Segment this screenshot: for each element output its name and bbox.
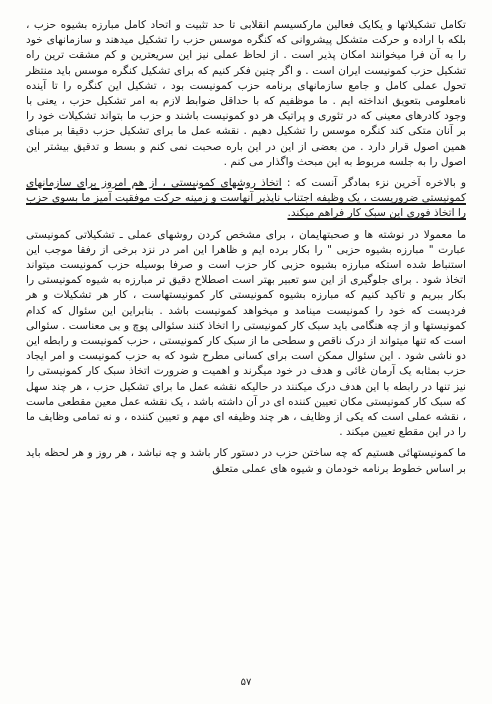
paragraph-4 [26,446,466,476]
paragraph-1-text: تکامل تشکیلاتها و یکایک فعالین مارکسیسم انقلابی تا حد تثبیت و اتحاد کامل مبارزه بشیوه حزب ، بلکه با اراده و حرکت متشکل پیشروانی که کنگره موسس حزب را تشکیل میدهند و سازمانهای خود را به آن فرا میخوانند امکان پذیر است . از لحاظ عملی نیز این سریعترین و کم مشقت ترین راه تشکیل حزب کمونیست ایران است . و اگر چنین فکر کنیم که برای تشکیل کنگره موسس باید منتظر تحول عملی کامل و جامع سازمانهای برنامه حزب کمونیست بود ، تشکیل این کنگره را تا آینده نامعلومی بتعویق انداخته ایم . ما موظفیم که با حداقل ضوابط لازم به امر تشکیل حزب ، یعنی با وجود کادرهای معینی که در تئوری و پراتیک هر دو کمونیست باشند و حزب ما بتواند تشکیلات خود را بر آنان متکی کند کنگره موسس را تشکیل دهیم . نقشه عمل ما برای تشکیل حزب دقیقا بر مبنای همین اصول قرار دارد . من بعضی از این در این باره صحبت نمی کنم و بسط و تدقیق بیشتر این اصول را به جلسه مربوط به این مبحث واگذار می کنم . [26,19,466,168]
paragraph-3-text: ما معمولا در نوشته ها و صحبتهایمان ، برای مشخص کردن روشهای عملی ـ تشکیلاتی کمونیستی عبارت " مبارزه بشیوه حزبی " را بکار برده ایم و ظاهرا این امر در نزد برخی از رفقا موجب این استنباط شده استکه مبارزه بشیوه حزبی کار حزب است و صرفا بوسیله حزب کمونیست میتواند اتخاذ شود . برای جلوگیری از این سو تعبیر بهتر است اصطلاح دقیق تر مبارزه به شیوه کمونیستی را بکار ببریم و تاکید کنیم که مبارزه بشیوه کمونیستی کار کمونیستهاست ، کار هر تشکیلات و هر فردیست که خود را کمونیست مینامد و میخواهد کمونیست باشد . بنابراین این سئوال که کدام کمونیستها و از چه هنگامی باید سبک کار کمونیستی را اتخاذ کنند سئوالی پوچ و بی معناست . سئوالی است که تنها میتواند از درک ناقص و سطحی ما از سبک کار کمونیستی ، حزب کمونیست و رابطه این دو ناشی شود . این سئوال ممکن است برای کسانی مطرح شود که به حزب کمونیست و امر ایجاد حزب بمثابه یک آرمان غائی و هدف در خود میگرند و اهمیت و ضرورت اتخاذ سبک کار کمونیستی را نیز تنها در رابطه با این هدف درک میکنند در حالیکه نقشه عمل ما برای تشکیل حزب ، هر چند سهل که سبک کار کمونیستی مکان تعیین کننده ای در آن داشته باشد ، یک نقشه عمل معین مقطعی ماست ، نقشه عملی است که یکی از وظایف ، هر چند وظیفه ای مهم و تعیین کننده ، و نه تمامی وظایف ما را در این مقطع تعیین میکند . [26,228,466,439]
paragraph-3 [26,228,466,441]
page-number: ۵۷ [240,677,252,688]
paragraph-2-lead: و بالاخره آخرین نزء بمادگر آنست که : [286,177,466,190]
paragraph-1 [26,18,466,170]
paragraph-2-underlined: اتخاذ روشهای کمونیستی ، از هم امروز برای سازمانهای کمونیستی ضروریست ، یک وظیفه اجتناب ناپذیر آنهاست و زمینه حرکت موفقیت آمیز ما بسوی حزب را اتخاذ فوری این سبک کار فراهم میکند. [26,177,466,220]
paragraph-2 [26,176,466,222]
body-text [26,18,466,477]
paragraph-4-text: ما کمونیستهائی هستیم که چه ساختن حزب در دستور کار باشد و چه نباشد ، هر روز و هر لحظه باید بر اساس خطوط برنامه خودمان و شیوه های عملی متعلق [26,447,466,475]
